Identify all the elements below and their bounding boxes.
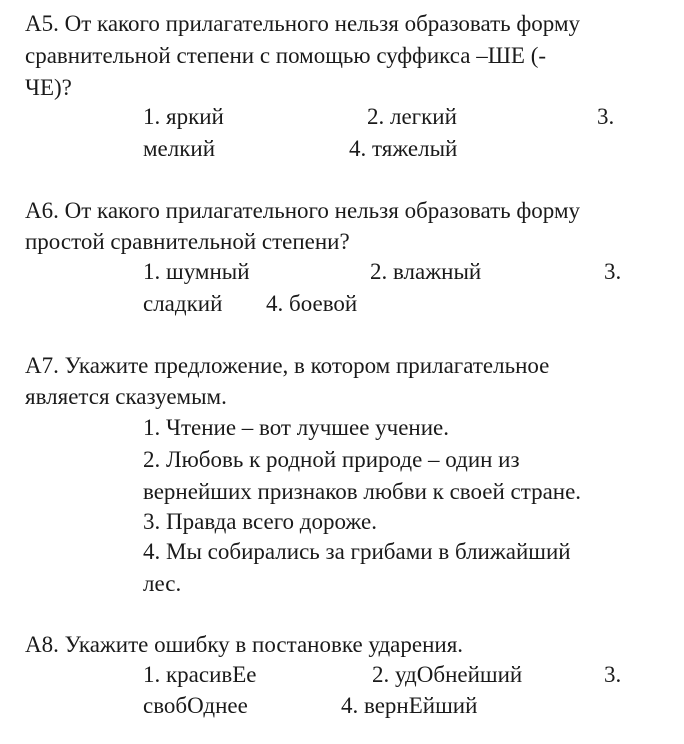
a5-question-line-2: сравнительной степени с помощью суффикса –ШЕ (-: [25, 43, 547, 68]
a7-option-4-line-1: 4. Мы собирались за грибами в ближайший: [143, 539, 571, 564]
a5-question-line-3: ЧЕ)?: [25, 75, 72, 100]
a7-option-1: 1. Чтение – вот лучшее учение.: [143, 415, 450, 440]
a5-option-1: 1. яркий: [143, 104, 224, 129]
a7-option-3: 3. Правда всего дороже.: [143, 509, 377, 534]
a8-option-3-number: 3.: [604, 662, 622, 687]
a7-question-line-1: А7. Укажите предложение, в котором прилагательное: [25, 353, 550, 378]
a7-option-2-line-1: 2. Любовь к родной природе – один из: [143, 447, 520, 472]
a5-question-line-1: А5. От какого прилагательного нельзя образовать форму: [25, 11, 580, 36]
a5-option-4: 4. тяжелый: [349, 136, 458, 161]
a6-option-4: 4. боевой: [266, 291, 358, 316]
a8-option-2: 2. удОбнейший: [372, 662, 523, 687]
a6-question-line-2: простой сравнительной степени?: [25, 229, 350, 254]
a6-option-3-word: сладкий: [143, 291, 223, 316]
a8-question-line-1: А8. Укажите ошибку в постановке ударения.: [25, 632, 464, 657]
a8-option-3-word: свобОднее: [143, 693, 248, 718]
a5-option-2: 2. легкий: [367, 104, 457, 129]
a7-option-4-line-2: лес.: [143, 571, 182, 596]
a8-option-4: 4. вернЕйший: [341, 693, 478, 718]
a5-option-3-number: 3.: [597, 104, 615, 129]
a7-option-2-line-2: вернейших признаков любви к своей стране.: [143, 479, 582, 504]
a6-question-line-1: А6. От какого прилагательного нельзя образовать форму: [25, 198, 580, 223]
a6-option-2: 2. влажный: [370, 259, 482, 284]
a8-option-1: 1. красивЕе: [143, 662, 257, 687]
a7-question-line-2: является сказуемым.: [25, 384, 227, 409]
a5-option-3-word: мелкий: [143, 136, 216, 161]
a6-option-1: 1. шумный: [143, 259, 250, 284]
a6-option-3-number: 3.: [604, 259, 622, 284]
